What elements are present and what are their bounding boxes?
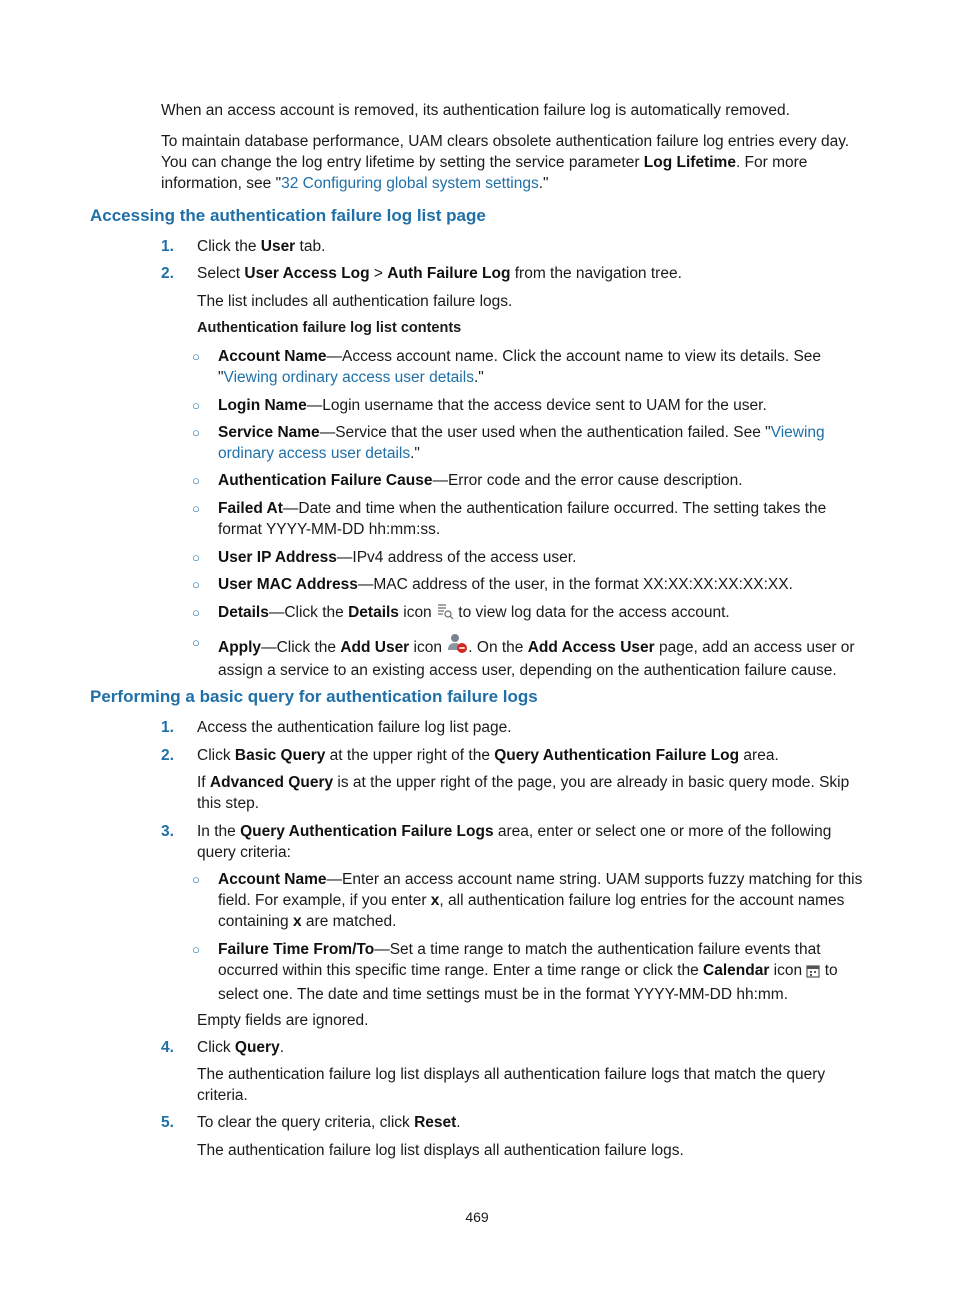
step-number: 5. bbox=[161, 1114, 174, 1131]
step-number: 4. bbox=[161, 1039, 174, 1056]
intro-paragraph-2: To maintain database performance, UAM clears obsolete authentication failure log entries every day. You can change the log entry lifetime by setting the service parameter Log Lifetime. For more information, see "32 Configuring global system settings." bbox=[161, 133, 850, 192]
bullet-marker: ○ bbox=[192, 473, 200, 488]
bullet-marker: ○ bbox=[192, 550, 200, 565]
user-details-link[interactable]: Viewing ordinary access user details bbox=[223, 369, 474, 386]
step-number: 1. bbox=[161, 238, 174, 255]
details-icon bbox=[436, 602, 454, 626]
add-user-icon bbox=[446, 632, 468, 660]
calendar-icon bbox=[806, 963, 820, 984]
step-number: 1. bbox=[161, 719, 174, 736]
bullet-marker: ○ bbox=[192, 635, 200, 650]
section-heading-access-list: Accessing the authentication failure log list page bbox=[90, 206, 486, 225]
step-number: 3. bbox=[161, 823, 174, 840]
list-title: Authentication failure log list contents bbox=[197, 320, 462, 336]
document-page: When an access account is removed, its authentication failure log is automatically removed. To maintain database performance, UAM clears obsolete authentication failure log entries every day. You can change the log entry lifetime by setting the service parameter Log Lifetime. For more information, see "32 Configuring global system settings." Accessing the authentication failure log list page 1. Click the User tab. 2. Select User Access Log > Auth Failure Log from the navigation tree. The list includes all authentication failure logs. Authentication failure log list contents ○ Account Name—Access account name. Click the account name to view its details. See "Viewing ordinary access user details." ○ Login Name—Login username that the access device sent to UAM for the user. ○ Service Name—Service that the user used when the authentication failed. See "Viewing ordinary access user details." ○ Authentication Failure Cause—Error code and the error cause description. ○ Failed At—Date and time when the authentication failure occurred. The setting takes the format YYYY-MM-DD hh:mm:ss. ○ User IP Address—IPv4 address of the access user. ○ User MAC Address—MAC address of the user, in the format XX:XX:XX:XX:XX:XX. ○ Details—Click the Details icon to view log data for the access account. ○ Apply—Click the Add User icon . On the Add Access User page, add an access user or assign a service to an existing access user, depending on the authentication failure cause. Performing a basic query for authentication failure logs 1. Access the authentication failure log list page. 2. Click Basic Query at the upper right of the Query Authentication Failure Log area. If Advanced Query is at the upper right of the page, you are already in basic query mode. Skip this step. 3. In the Query Authentication Failure Logs area, enter or select one or more of the following query criteria: ○ Account Name—Enter an access account name string. UAM supports fuzzy matching for this field. For example, if you enter x, all authentication failure log entries for the account names containing x are matched. ○ Failure Time From/To—Set a time range to match the authentication failure events that occurred within this specific time range. Enter a time range or click the Calendar icon to select one. The date and time settings must be in the format YYYY-MM-DD hh:mm. Empty fields are ignored. 4. Click Query. The authentication failure log list displays all authentication failure logs that match the query criteria. 5. To clear the query criteria, click Reset. The authentication failure log list displays all authentication failure logs. 469 bbox=[0, 0, 954, 1296]
step-note: If Advanced Query is at the upper right of the page, you are already in basic query mode. Skip this step. bbox=[197, 774, 850, 812]
step-note: The authentication failure log list displays all authentication failure logs that match the query criteria. bbox=[197, 1066, 826, 1104]
bullet-marker: ○ bbox=[192, 872, 200, 887]
bullet-marker: ○ bbox=[192, 398, 200, 413]
bullet-marker: ○ bbox=[192, 349, 200, 364]
user-details-link[interactable]: Viewing ordinary access user details bbox=[218, 424, 825, 462]
global-settings-link[interactable]: 32 Configuring global system settings bbox=[281, 175, 539, 192]
bullet-marker: ○ bbox=[192, 425, 200, 440]
bullet-marker: ○ bbox=[192, 605, 200, 620]
step-number: 2. bbox=[161, 747, 174, 764]
bullet-marker: ○ bbox=[192, 942, 200, 957]
bullet-marker: ○ bbox=[192, 577, 200, 592]
bullet-marker: ○ bbox=[192, 501, 200, 516]
step-note: The list includes all authentication failure logs. bbox=[197, 293, 513, 310]
empty-fields-note: Empty fields are ignored. bbox=[197, 1012, 369, 1029]
intro-paragraph-1: When an access account is removed, its authentication failure log is automatically removed. bbox=[161, 102, 790, 119]
step-number: 2. bbox=[161, 265, 174, 282]
page-number: 469 bbox=[465, 1209, 489, 1225]
step-note: The authentication failure log list displays all authentication failure logs. bbox=[197, 1142, 684, 1159]
section-heading-basic-query: Performing a basic query for authentication failure logs bbox=[90, 687, 538, 706]
